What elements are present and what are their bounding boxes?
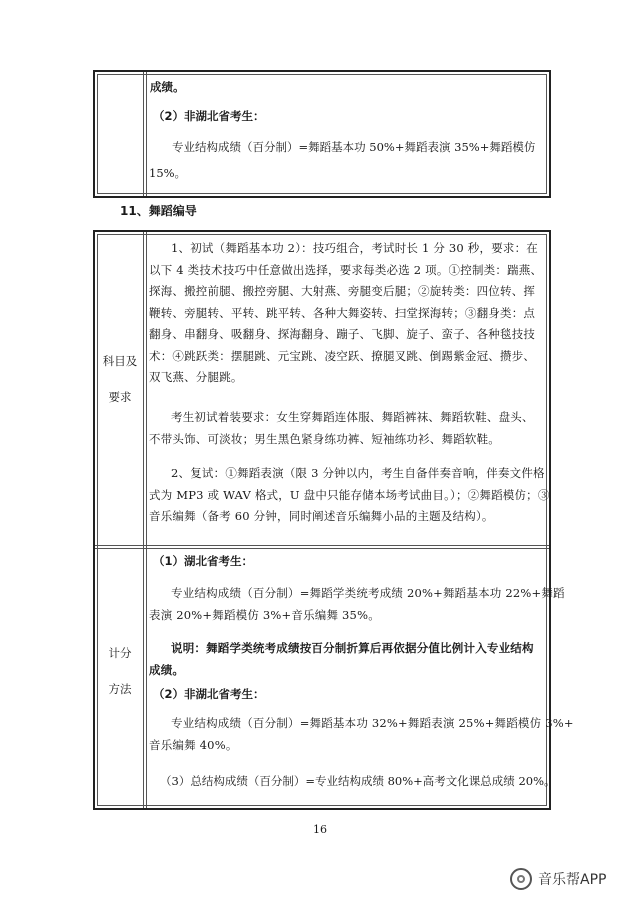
subjects-paragraph [149,238,542,389]
scoring-note [149,638,534,681]
hubei-formula-line: 专业结构成绩（百分制）=舞蹈学类统考成绩 20%+舞蹈基本功 22%+舞蹈 [171,586,565,600]
non-hubei-formula [149,713,574,756]
non-hubei-formula-line: 音乐编舞 40%。 [149,737,238,752]
subjects-line: 探海、搬控前腿、搬控旁腿、大射燕、旁腿变后腿；②旋转类：四位转、挥 [149,284,536,298]
non-hubei-formula-top-line1: 专业结构成绩（百分制）=舞蹈基本功 50%+舞蹈表演 35%+舞蹈模仿 [172,140,536,154]
non-hubei-heading-top: （2）非湖北省考生： [153,109,265,123]
page-number: 16 [313,823,327,836]
note-line: 成绩。 [149,662,185,677]
retest-line: 式为 MP3 或 WAV 格式，U 盘中只能存储本场考试曲目。）；②舞蹈模仿；③ [149,487,550,502]
watermark-text: 音乐帮APP [538,872,607,888]
retest-line: 2、复试：①舞蹈表演（限 3 分钟以内，考生自备伴奏音响，伴奏文件格 [171,466,545,480]
note-line: 说明：舞蹈学类统考成绩按百分制折算后再依据分值比例计入专业结构 [171,641,534,655]
hubei-heading: （1）湖北省考生： [153,554,254,568]
hubei-formula [149,583,565,626]
attire-line: 考生初试着装要求：女生穿舞蹈连体服、舞蹈裤袜、舞蹈软鞋、盘头、 [171,410,534,424]
subjects-line: 鞭转、旁腿转、平转、跳平转、各种大舞姿转、扫堂探海转；③翻身类：点 [149,305,536,320]
scoring-label-line1: 计分 [108,646,132,660]
subjects-label-line1: 科目及 [102,354,138,368]
subjects-label [94,350,146,408]
attire-line: 不带头饰、可淡妆；男生黑色紧身练功裤、短袖练功衫、舞蹈软鞋。 [149,431,500,446]
wechat-channel-icon [510,868,532,890]
subjects-label-line2: 要求 [108,390,132,404]
subjects-line: 1、初试（舞蹈基本功 2）：技巧组合，考试时长 1 分 30 秒，要求：在 [171,241,539,255]
scoring-label [94,642,146,700]
non-hubei-formula-line: 专业结构成绩（百分制）=舞蹈基本功 32%+舞蹈表演 25%+舞蹈模仿 3%+ [171,716,574,730]
non-hubei-heading: （2）非湖北省考生： [153,687,265,701]
section-heading: 11、舞蹈编导 [120,204,197,218]
subjects-line: 双飞燕、分腿跳。 [149,370,243,384]
subjects-line: 以下 4 类技术技巧中任意做出选择，要求每类必选 2 项。①控制类：踹燕、 [149,262,543,277]
hubei-formula-line: 表演 20%+舞蹈模仿 3%+音乐编舞 35%。 [149,607,380,622]
retest-paragraph [149,463,550,528]
subjects-line: 术：④跳跃类：摆腿跳、元宝跳、凌空跃、撩腿叉跳、倒踢紫金冠、攒步、 [149,348,536,363]
retest-line: 音乐编舞（备考 60 分钟，同时阐述音乐编舞小品的主题及结构）。 [149,509,494,523]
total-formula: （3）总结构成绩（百分制）=专业结构成绩 80%+高考文化课总成绩 20%。 [160,774,556,788]
continued-text: 成绩。 [150,80,185,94]
attire-paragraph [149,407,534,450]
scoring-label-line2: 方法 [108,682,132,696]
watermark [510,868,606,890]
subjects-line: 翻身、串翻身、吸翻身、探海翻身、蹦子、飞脚、旋子、蛮子、各种毯技技 [149,327,536,341]
non-hubei-formula-top-line2: 15%。 [149,166,187,180]
